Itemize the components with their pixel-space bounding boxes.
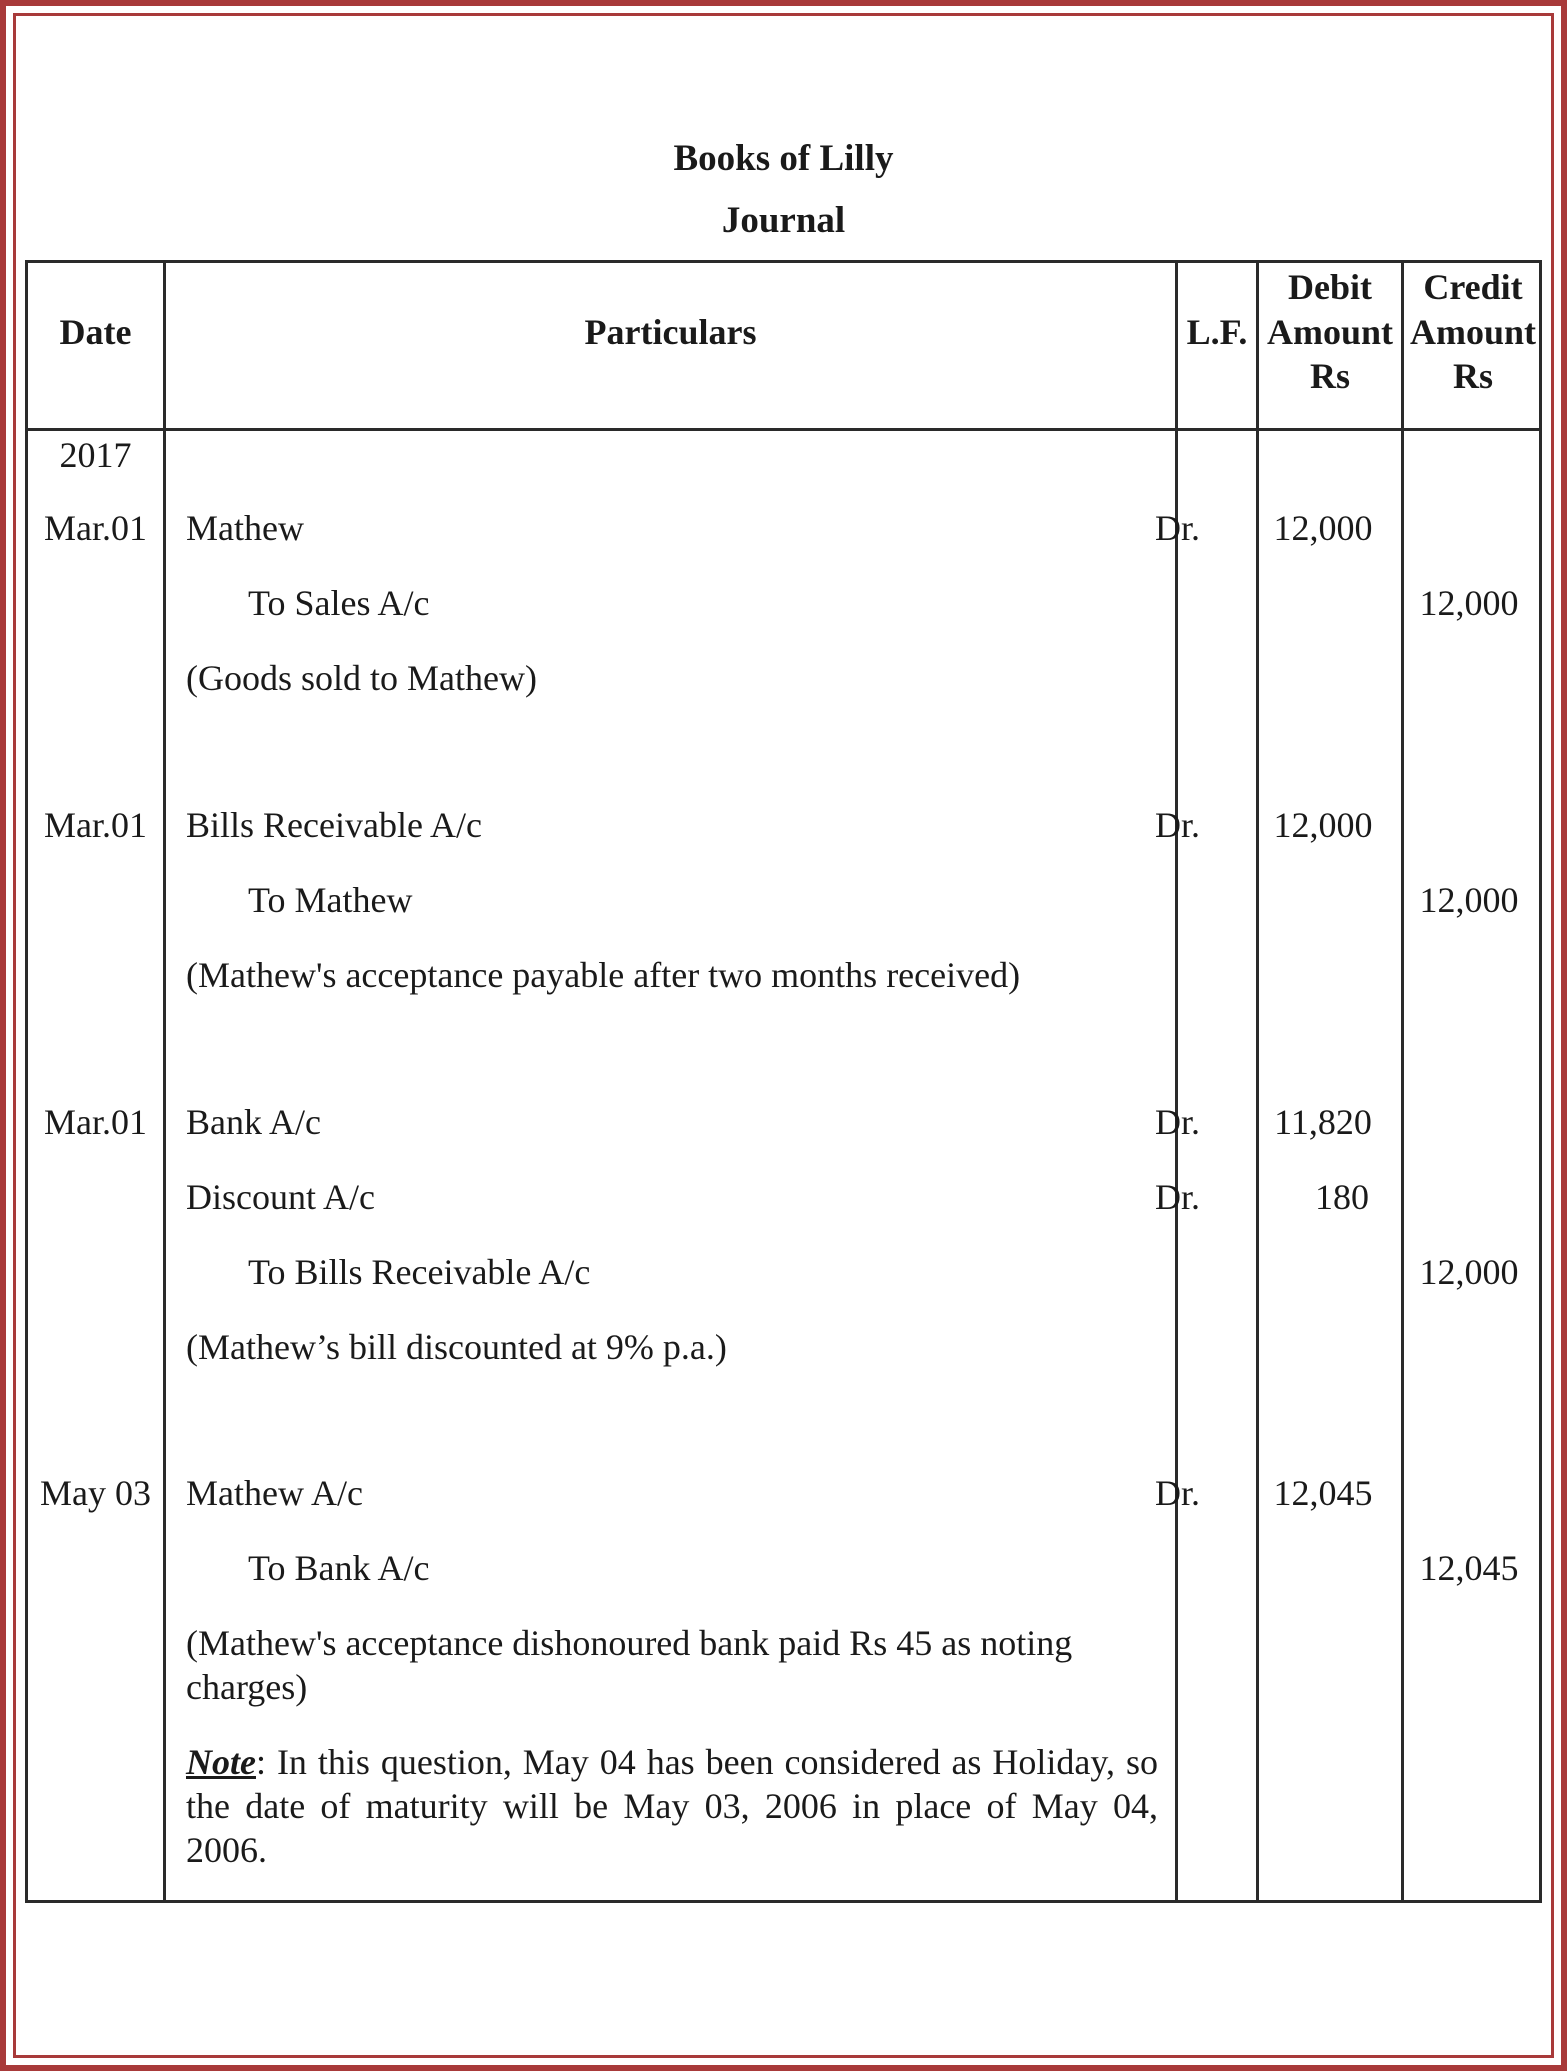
col-header-lf: L.F.: [1186, 312, 1248, 352]
credit-account: To Bank A/c: [248, 1548, 430, 1588]
credit-account: To Bills Receivable A/c: [248, 1252, 591, 1292]
journal-table: [25, 260, 1542, 1903]
narration: (Mathew's acceptance payable after two months received): [186, 955, 1021, 995]
credit-amount: 12,000: [1419, 583, 1519, 623]
col-header-particulars: Particulars: [584, 312, 757, 352]
narration: (Mathew's acceptance dishonoured bank paid Rs 45 as noting charges): [186, 1623, 1073, 1707]
debit-account: Bills Receivable A/c: [186, 805, 482, 845]
credit-amount: 12,000: [1419, 880, 1519, 920]
dr-mark: Dr.: [1155, 1473, 1200, 1513]
col-header-debit-2: Amount: [1266, 312, 1394, 352]
debit-account: Mathew A/c: [186, 1473, 363, 1513]
header-rule: [28, 428, 1539, 431]
col-header-debit-1: Debit: [1288, 267, 1372, 307]
dr-mark: Dr.: [1155, 1102, 1200, 1142]
entry-date: Mar.01: [44, 1102, 147, 1142]
narration: (Mathew’s bill discounted at 9% p.a.): [186, 1327, 727, 1367]
entry-date: Mar.01: [44, 508, 147, 548]
entry-date: Mar.01: [44, 805, 147, 845]
credit-account: To Sales A/c: [248, 583, 430, 623]
journal-subtitle: Journal: [721, 200, 846, 241]
debit-amount: 12,000: [1273, 805, 1373, 845]
col-header-credit-3: Rs: [1452, 356, 1493, 396]
col-header-debit-3: Rs: [1309, 356, 1350, 396]
debit-amount: 12,045: [1273, 1473, 1373, 1513]
debit-account: Bank A/c: [186, 1102, 321, 1142]
divider-date: [163, 263, 166, 1900]
note-text: : In this question, May 04 has been considered as Holiday, so the date of maturity will be May 03, 2006 in place of May 04, 2006.: [186, 1742, 1158, 1870]
dr-mark: Dr.: [1155, 508, 1200, 548]
col-header-credit-2: Amount: [1409, 312, 1537, 352]
debit-account-2: Discount A/c: [186, 1177, 375, 1217]
divider-debit: [1401, 263, 1404, 1900]
credit-amount: 12,000: [1419, 1252, 1519, 1292]
dr-mark: Dr.: [1155, 805, 1200, 845]
debit-amount: 11,820: [1274, 1102, 1372, 1142]
debit-amount-2: 180: [1315, 1177, 1369, 1217]
credit-account: To Mathew: [248, 880, 413, 920]
book-title: Books of Lilly: [673, 138, 894, 179]
note-label: Note: [186, 1742, 256, 1782]
credit-amount: 12,045: [1419, 1548, 1519, 1588]
col-header-date: Date: [59, 312, 132, 352]
debit-amount: 12,000: [1273, 508, 1373, 548]
year-label: 2017: [59, 435, 132, 475]
col-header-credit-1: Credit: [1423, 267, 1523, 307]
maturity-note: [186, 1740, 1158, 1872]
narration: (Goods sold to Mathew): [186, 658, 537, 698]
entry-date: May 03: [40, 1473, 151, 1513]
dr-mark-2: Dr.: [1155, 1177, 1200, 1217]
debit-account: Mathew: [186, 508, 304, 548]
